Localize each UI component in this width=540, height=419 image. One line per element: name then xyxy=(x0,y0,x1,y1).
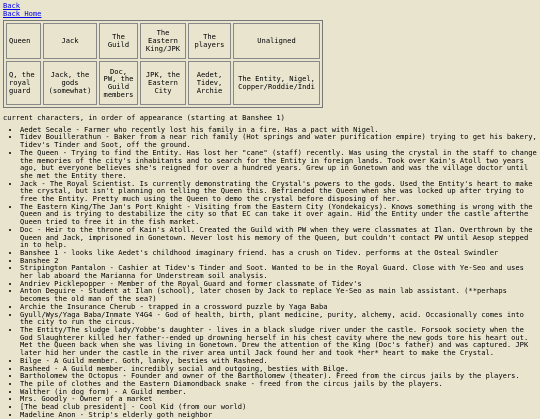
header-cell-guild: The Guild xyxy=(99,23,138,59)
character-item: • The Entity/The sludge lady/Yobbe's daughter - lives in a black sludge river under the castle. Forsook society when the God Slaughterer killed her father--ended up drowning herself in his chest cavity where the new gods tore his heart out. Met the Queen back when she was living in Gonetown. Drew the attention of the King (Doc's father) and was captured. JPK later hid her under the castle in the river area until Jack found her and took *her* heart to make the Crystal. xyxy=(20,326,537,357)
back-link[interactable]: Back xyxy=(3,1,21,10)
character-list xyxy=(3,126,537,419)
character-item: • Madeline Anon - Strip's elderly goth neighbor xyxy=(20,411,537,419)
members-cell-players: Aedet, Tidev, Archie xyxy=(188,61,231,105)
character-item: • The pile of clothes and the Eastern Diamondback snake - freed from the circus jails by the players. xyxy=(20,380,537,388)
character-item: • Bilge - A Guild member. Goth, lanky, besties with Rasheed. xyxy=(20,357,537,365)
character-item: • Anton Deguire - Student at Ilan (school), later chosen by Jack to replace Ye-Seo as main lab assistant. (**perhaps becomes the old man of the sea?) xyxy=(20,287,537,302)
members-cell-eastern-king: JPK, the Eastern City xyxy=(140,61,186,105)
nav-links xyxy=(3,2,537,18)
factions-header-row xyxy=(6,23,320,59)
character-item: • Banshee 1 - looks like Aedet's childhood imaginary friend. has a crush on Tidev. performs at the Osteal Swindler xyxy=(20,249,537,257)
character-item: • Rasheed - A Guild member. incredibly social and outgoing, besties with Bilge. xyxy=(20,365,537,373)
header-cell-players: The players xyxy=(188,23,231,59)
members-cell-jack: Jack, the gods (somewhat) xyxy=(43,61,97,105)
character-item: • [The bead club president] - Cool Kid (from our world) xyxy=(20,403,537,411)
header-cell-unaligned: Unaligned xyxy=(233,23,320,59)
factions-table xyxy=(3,20,323,108)
header-cell-queen: Queen xyxy=(6,23,41,59)
character-item: • Andriev Picklepopper - Member of the Royal Guard and former classmate of Tidev's xyxy=(20,280,537,288)
character-item: • Bartholomew the Octopus - Founder and owner of the Bartholomew (theater). Freed from the circus jails by the players. xyxy=(20,372,537,380)
factions-members-row xyxy=(6,61,320,105)
character-item: • Jack - The Royal Scientist. Is currently demonstrating the Crystal's powers to the gods. Used the Entity's heart to make the crystal, but isn't planning on telling the Queen this. Befriended the Queen when she was locked up after trying to free the Entity. Pretty much using the Queen to demo the crystal before disposing of her. xyxy=(20,180,537,203)
members-cell-guild: Doc, PW, the Guild members xyxy=(99,61,138,105)
character-item: • The Queen - Trying to find the Entity. Has lost her "cane" (staff) recently. Was using the crystal in the staff to change the memories of the city's inhabitants and to search for the Entity in foreign lands. Took over Kain's Atoll two years ago, but everyone believes she's reigned for over a hundred years. Grew up in Gonetown and was the village doctor until she met the Entity there. xyxy=(20,149,537,180)
character-item: • Mrs. Goodly - Owner of a market xyxy=(20,395,537,403)
character-item: • Doc - Heir to the throne of Kain's Atoll. Created the Guild with PW when they were classmates at Ilan. Overthrown by the Queen and Jack, imprisoned in Gonetown. Never lost his memory of the Queen, but couldn't contact PW until Aesop stepped in to help. xyxy=(20,226,537,249)
character-item: • Aedet Secale - Farmer who recently lost his family in a fire. Has a pact with Nigel. xyxy=(20,126,537,134)
character-item: • The Eastern King/The Jan's Port Knight - Visiting from the Eastern City (Yondekaicys). Knows something is wrong with the Queen and is trying to destabilize the city so that EC can take it over again. Hid the Entity under the castle afterthe Queen tried to free it in the fish market. xyxy=(20,203,537,226)
character-item: • Banshee 2 xyxy=(20,257,537,265)
character-item: • Tidev Bouillerathun - Baker from a near rich family (Hot springs and water purification empire) trying to get his bakery, Tidev's Tinder and Soot, off the ground. xyxy=(20,133,537,148)
members-cell-unaligned: The Entity, Nigel, Copper/Roddie/Indi xyxy=(233,61,320,105)
header-cell-jack: Jack xyxy=(43,23,97,59)
back-home-link[interactable]: Back Home xyxy=(3,9,42,18)
header-cell-eastern-king: The Eastern King/JPK xyxy=(140,23,186,59)
character-item: • Archie the Insurance Cherub - trapped in a crossword puzzle by Yaga Baba xyxy=(20,303,537,311)
characters-intro: current characters, in order of appearance (starting at Banshee 1) xyxy=(3,113,285,122)
character-item: • Walther (in dog form) - A Guild member. xyxy=(20,388,537,396)
character-item: • Stripington Pantalon - Cashier at Tidev's Tinder and Soot. Wanted to be in the Royal Guard. Close with Ye-Seo and uses her lab aboard the Marianna for Understream soil analysis. xyxy=(20,264,537,279)
character-item: • Gyull/Wys/Yaga Baba/Inmate Y4G4 - God of health, birth, plant medicine, purity, alchemy, acid. Occasionally comes into the city to run the circus. xyxy=(20,311,537,326)
members-cell-queen: Q, the royal guard xyxy=(6,61,41,105)
